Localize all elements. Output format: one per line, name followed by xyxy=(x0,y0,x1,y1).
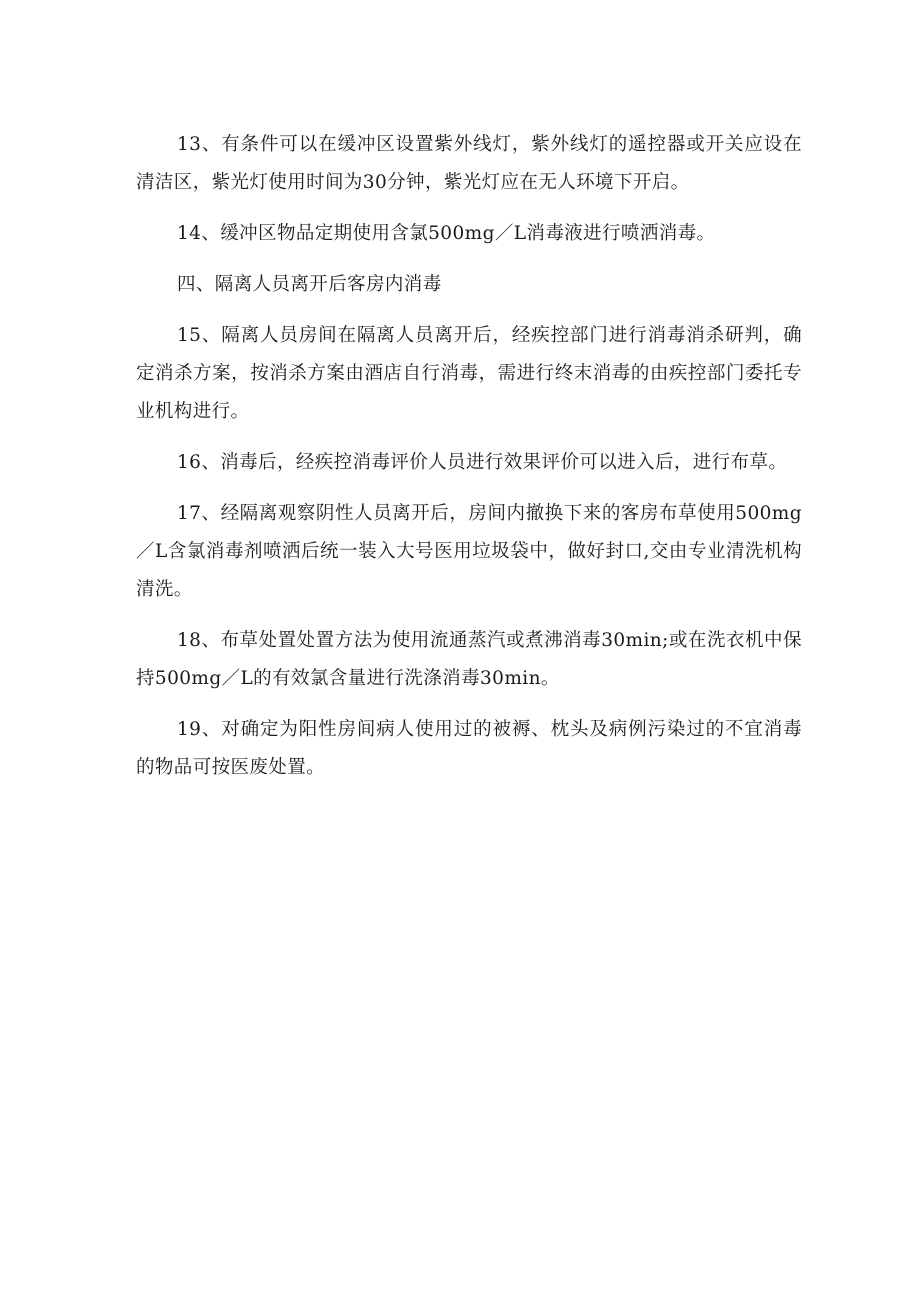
paragraph-18: 18、布草处置处置方法为使用流通蒸汽或煮沸消毒30min;或在洗衣机中保持500mg／L的有效氯含量进行洗涤消毒30min。 xyxy=(136,630,802,689)
paragraph-16: 16、消毒后，经疾控消毒评价人员进行效果评价可以进入后，进行布草。 xyxy=(177,452,788,473)
paragraph-19: 19、对确定为阳性房间病人使用过的被褥、枕头及病例污染过的不宜消毒的物品可按医废处置。 xyxy=(136,719,802,778)
paragraph-17: 17、经隔离观察阴性人员离开后，房间内撤换下来的客房布草使用500mg／L含氯消毒剂喷洒后统一装入大号医用垃圾袋中，做好封口,交由专业清洗机构清洗。 xyxy=(136,503,802,600)
paragraph-13: 13、有条件可以在缓冲区设置紫外线灯，紫外线灯的遥控器或开关应设在清洁区，紫光灯使用时间为30分钟，紫光灯应在无人环境下开启。 xyxy=(136,134,802,193)
paragraph-15: 15、隔离人员房间在隔离人员离开后，经疾控部门进行消毒消杀研判，确定消杀方案，按消杀方案由酒店自行消毒，需进行终末消毒的由疾控部门委托专业机构进行。 xyxy=(136,325,802,422)
document-body xyxy=(136,126,802,800)
paragraph-14: 14、缓冲区物品定期使用含氯500mg／L消毒液进行喷洒消毒。 xyxy=(177,223,716,244)
section-heading-4: 四、隔离人员离开后客房内消毒 xyxy=(177,274,442,295)
